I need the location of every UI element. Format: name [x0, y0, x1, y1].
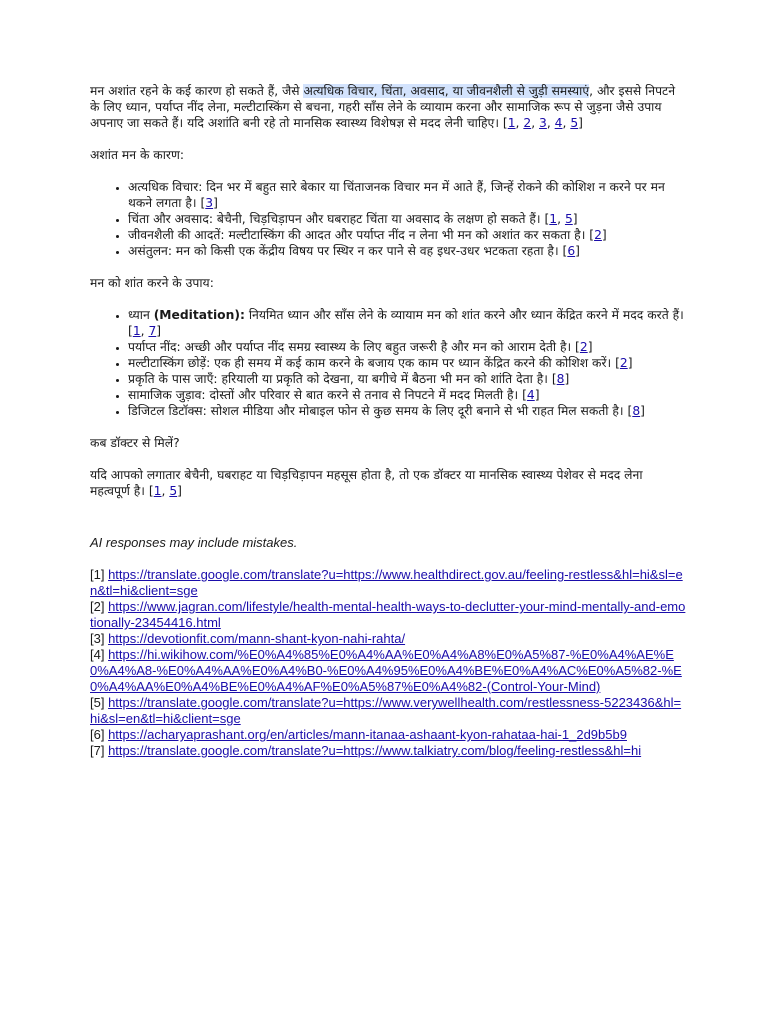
- citation-link-7[interactable]: 7: [148, 324, 157, 338]
- citation-group: 1, 2, 3, 4, 5: [507, 116, 579, 130]
- ai-disclaimer: AI responses may include mistakes.: [90, 535, 298, 550]
- reference-link[interactable]: https://translate.google.com/translate?u=https://www.healthdirect.gov.au/feeling-restless&hl=hi&sl=en&tl=hi&client=sge: [90, 567, 683, 598]
- reference-item: [2] https://www.jagran.com/lifestyle/health-mental-health-ways-to-declutter-your-mind-mentally-and-emotionally-23454416.html: [90, 599, 686, 630]
- remedies-heading: मन को शांत करने के उपाय:: [90, 276, 214, 290]
- highlighted-text: अत्यधिक विचार, चिंता, अवसाद, या जीवनशैली से जुड़ी समस्याएं: [303, 84, 590, 98]
- remedies-list: [90, 307, 686, 419]
- citation-link-1[interactable]: 1: [549, 212, 558, 226]
- intro-text: मन अशांत रहने के कई कारण हो सकते हैं, जैसे: [90, 84, 304, 98]
- reference-item: [7] https://translate.google.com/translate?u=https://www.talkiatry.com/blog/feeling-restless&hl=hi: [90, 743, 642, 758]
- list-item: • प्रकृति के पास जाएँ: हरियाली या प्रकृति को देखना, या बगीचे में बैठना भी मन को शांति देता है। [8]: [128, 371, 686, 387]
- intro-text-cont: , और इससे निपटने के लिए ध्यान, पर्याप्त नींद लेना, मल्टीटास्किंग से बचना, गहरी साँस लेने के व्यायाम करना और सामाजिक रूप से जुड़ना जैसे उपाय अपनाए जा सकते हैं। यदि अशांति बनी रहे तो मानसिक स्वास्थ्य विशेषज्ञ से मदद लेनी चाहिए। [: [90, 84, 676, 130]
- citation-link-3[interactable]: 3: [205, 196, 214, 210]
- doctor-heading: कब डॉक्टर से मिलें?: [90, 436, 180, 450]
- causes-list: [90, 179, 686, 259]
- list-item: • जीवनशैली की आदतें: मल्टीटास्किंग की आदत और पर्याप्त नींद न लेना भी मन को अशांत कर सकता है। [2]: [128, 227, 686, 243]
- reference-link[interactable]: https://acharyaprashant.org/en/articles/mann-itanaa-ashaant-kyon-rahataa-hai-1_2d9b5b9: [108, 727, 627, 742]
- citation-link-5[interactable]: 5: [570, 116, 579, 130]
- citation-group: 1, 5: [153, 484, 178, 498]
- reference-item: [6] https://acharyaprashant.org/en/articles/mann-itanaa-ashaant-kyon-rahataa-hai-1_2d9b5b9: [90, 727, 627, 742]
- causes-heading: अशांत मन के कारण:: [90, 148, 184, 162]
- reference-item: [3] https://devotionfit.com/mann-shant-kyon-nahi-rahta/: [90, 631, 406, 646]
- citation-link-1[interactable]: 1: [132, 324, 141, 338]
- reference-item: [5] https://translate.google.com/translate?u=https://www.verywellhealth.com/restlessness-5223436&hl=hi&sl=en&tl=hi&client=sge: [90, 695, 682, 726]
- citation-link-2[interactable]: 2: [594, 228, 602, 242]
- reference-item: [4] https://hi.wikihow.com/%E0%A4%85%E0%A4%AA%E0%A4%A8%E0%A5%87-%E0%A4%AE%E0%A4%A8-%E0%A4%AA%E0%A4%B0-%E0%A4%95%E0%A4%BE%E0%A4%AC%E0%A5%82-%E0%A4%AA%E0%A4%BE%E0%A4%AF%E0%A5%87%E0%A4%82-(Control-Your-Mind): [90, 647, 682, 694]
- list-item: • मल्टीटास्किंग छोड़ें: एक ही समय में कई काम करने के बजाय एक काम पर ध्यान केंद्रित करने की कोशिश करें। [2]: [128, 355, 686, 371]
- reference-link[interactable]: https://hi.wikihow.com/%E0%A4%85%E0%A4%AA%E0%A4%A8%E0%A5%87-%E0%A4%AE%E0%A4%A8-%E0%A4%AA%E0%A4%B0-%E0%A4%95%E0%A4%BE%E0%A4%AC%E0%A5%82-%E0%A4%AA%E0%A4%BE%E0%A4%AF%E0%A5%87%E0%A4%82-(Control-Your-Mind): [90, 647, 682, 694]
- citation-link-8[interactable]: 8: [556, 372, 565, 386]
- reference-link[interactable]: https://www.jagran.com/lifestyle/health-mental-health-ways-to-declutter-your-mind-mentally-and-emotionally-23454416.html: [90, 599, 686, 630]
- list-item: • चिंता और अवसाद: बेचैनी, चिड़चिड़ापन और घबराहट चिंता या अवसाद के लक्षण हो सकते हैं। [1, 5]: [128, 211, 686, 227]
- citation-link-5[interactable]: 5: [564, 212, 573, 226]
- citation-link-2[interactable]: 2: [579, 340, 588, 354]
- citation-link-8[interactable]: 8: [632, 404, 641, 418]
- list-item: • असंतुलन: मन को किसी एक केंद्रीय विषय पर स्थिर न कर पाने से वह इधर-उधर भटकता रहता है। [6]: [128, 243, 686, 259]
- citation-link-1[interactable]: 1: [507, 116, 516, 130]
- reference-link[interactable]: https://devotionfit.com/mann-shant-kyon-nahi-rahta/: [108, 631, 406, 646]
- citation-link-3[interactable]: 3: [539, 116, 547, 130]
- citation-link-5[interactable]: 5: [169, 484, 178, 498]
- intro-paragraph: मन अशांत रहने के कई कारण हो सकते हैं, जैसे अत्यधिक विचार, चिंता, अवसाद, या जीवनशैली से जुड़ी समस्याएं, और इससे निपटने के लिए ध्यान, पर्याप्त नींद लेना, मल्टीटास्किंग से बचना, गहरी साँस लेने के व्यायाम करना और सामाजिक रूप से जुड़ना जैसे उपाय अपनाए जा सकते हैं। यदि अशांति बनी रहे तो मानसिक स्वास्थ्य विशेषज्ञ से मदद लेनी चाहिए। [1, 2, 3, 4, 5]: [90, 84, 676, 130]
- reference-link[interactable]: https://translate.google.com/translate?u=https://www.talkiatry.com/blog/feeling-restless&hl=hi: [108, 743, 642, 758]
- reference-item: [1] https://translate.google.com/translate?u=https://www.healthdirect.gov.au/feeling-restless&hl=hi&sl=en&tl=hi&client=sge: [90, 567, 683, 598]
- citation-link-1[interactable]: 1: [153, 484, 162, 498]
- document-page: [90, 83, 686, 759]
- list-item: • ध्यान (Meditation): नियमित ध्यान और साँस लेने के व्यायाम मन को शांत करने और ध्यान केंद्रित करने में मदद करते हैं। [1, 7]: [128, 307, 686, 339]
- doctor-paragraph: यदि आपको लगातार बेचैनी, घबराहट या चिड़चिड़ापन महसूस होता है, तो एक डॉक्टर या मानसिक स्वास्थ्य पेशेवर से मदद लेना महत्वपूर्ण है। [1, 5]: [90, 468, 643, 498]
- list-item: • अत्यधिक विचार: दिन भर में बहुत सारे बेकार या चिंताजनक विचार मन में आते हैं, जिन्हें रोकने की कोशिश न करने पर मन थकने लगता है। [3]: [128, 179, 686, 211]
- citation-link-4[interactable]: 4: [526, 388, 535, 402]
- reference-link[interactable]: https://translate.google.com/translate?u=https://www.verywellhealth.com/restlessness-5223436&hl=hi&sl=en&tl=hi&client=sge: [90, 695, 682, 726]
- list-item: • डिजिटल डिटॉक्स: सोशल मीडिया और मोबाइल फोन से कुछ समय के लिए दूरी बनाने से भी राहत मिल सकती है। [8]: [128, 403, 686, 419]
- citation-link-2[interactable]: 2: [523, 116, 532, 130]
- citation-link-6[interactable]: 6: [567, 244, 576, 258]
- references-list: [90, 567, 686, 759]
- citation-link-4[interactable]: 4: [554, 116, 563, 130]
- list-item: • पर्याप्त नींद: अच्छी और पर्याप्त नींद समग्र स्वास्थ्य के लिए बहुत जरूरी है और मन को आराम देती है। [2]: [128, 339, 686, 355]
- list-item: • सामाजिक जुड़ाव: दोस्तों और परिवार से बात करने से तनाव से निपटने में मदद मिलती है। [4]: [128, 387, 686, 403]
- citation-link-2[interactable]: 2: [619, 356, 628, 370]
